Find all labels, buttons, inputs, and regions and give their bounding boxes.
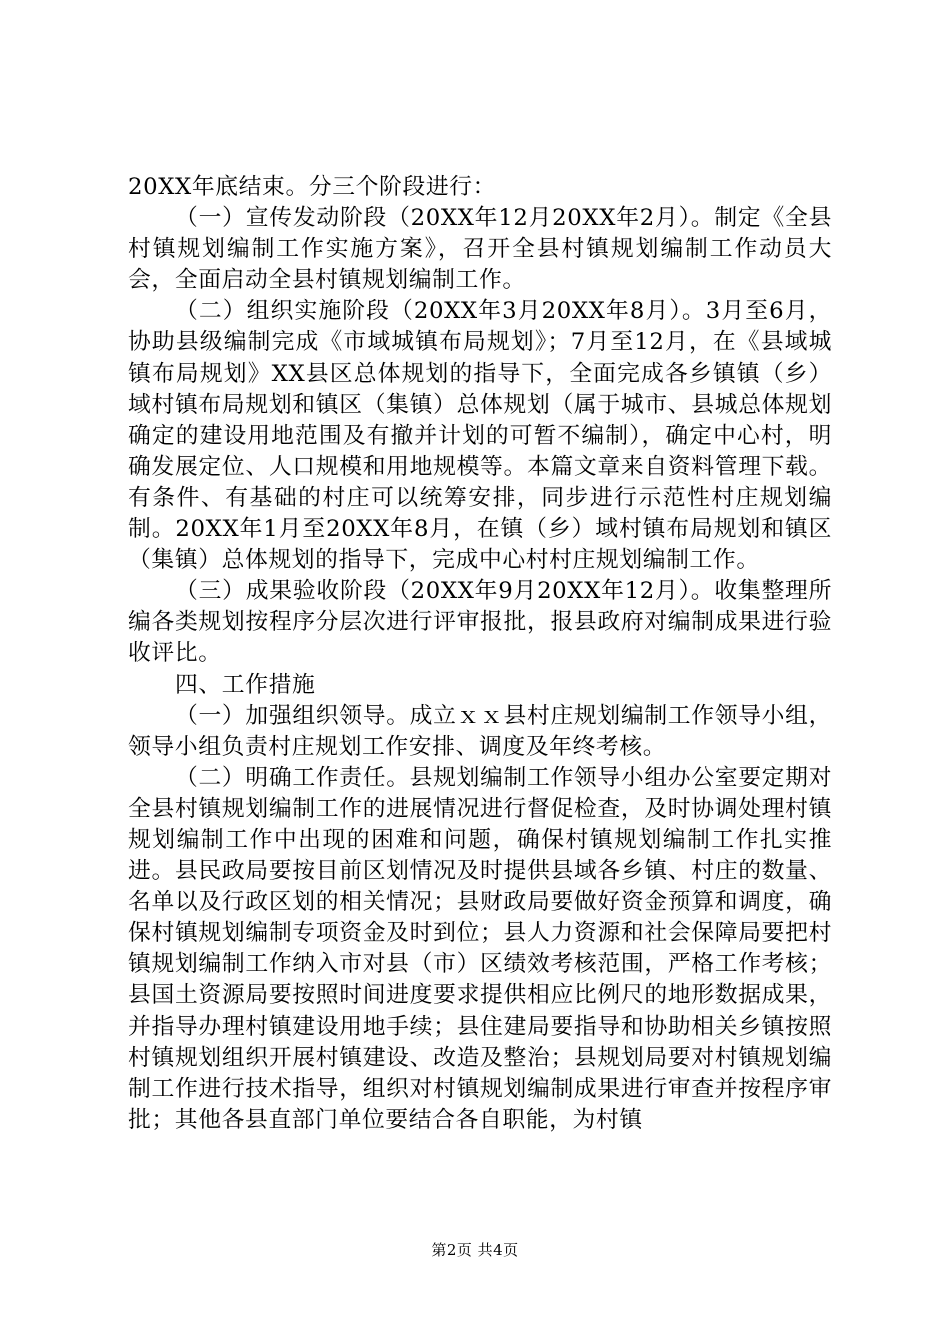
paragraph-phase-one: （一）宣传发动阶段（20XX年12月20XX年2月）。制定《全县村镇规划编制工作实施方案》，召开全县村镇规划编制工作动员大会，全面启动全县村镇规划编制工作。 xyxy=(128,205,832,294)
paragraph-intro-ending: 20XX年底结束。分三个阶段进行： xyxy=(128,174,497,200)
paragraph-measure-two: （二）明确工作责任。县规划编制工作领导小组办公室要定期对全县村镇规划编制工作的进展情况进行督促检查，及时协调处理村镇规划编制工作中出现的困难和问题，确保村镇规划编制工作扎实推进。县民政局要按目前区划情况及时提供县域各乡镇、村庄的数量、名单以及行政区划的相关情况；县财政局要做好资金预算和调度，确保村镇规划编制专项资金及时到位；县人力资源和社会保障局要把村镇规划编制工作纳入市对县（市）区绩效考核范围，严格工作考核；县国土资源局要按照时间进度要求提供相应比例尺的地形数据成果，并指导办理村镇建设用地手续；县住建局要指导和协助相关乡镇按照村镇规划组织开展村镇建设、改造及整治；县规划局要对村镇规划编制工作进行技术指导，组织对村镇规划编制成果进行审查并按程序审批；其他各县直部门单位要结合各自职能，为村镇 xyxy=(128,764,832,1133)
document-body xyxy=(128,172,832,1136)
section-heading-work-measures: 四、工作措施 xyxy=(175,671,316,698)
paragraph-phase-two: （二）组织实施阶段（20XX年3月20XX年8月）。3月至6月，协助县级编制完成《市域城镇布局规划》；7月至12月，在《县域城镇布局规划》XX县区总体规划的指导下，全面完成各乡镇镇（乡）域村镇布局规划和镇区（集镇）总体规划（属于城市、县城总体规划确定的建设用地范围及有撤并计划的可暂不编制），确定中心村，明确发展定位、人口规模和用地规模等。本篇文章来自资料管理下载。有条件、有基础的村庄可以统筹安排，同步进行示范性村庄规划编制。20XX年1月至20XX年8月，在镇（乡）域村镇布局规划和镇区（集镇）总体规划的指导下，完成中心村村庄规划编制工作。 xyxy=(128,298,832,574)
paragraph-measure-one: （一）加强组织领导。成立ｘｘ县村庄规划编制工作领导小组，领导小组负责村庄规划工作安排、调度及年终考核。 xyxy=(128,702,832,760)
page-number-footer: 第2页 共4页 xyxy=(431,1241,519,1259)
paragraph-phase-three: （三）成果验收阶段（20XX年9月20XX年12月）。收集整理所编各类规划按程序分层次进行评审报批，报县政府对编制成果进行验收评比。 xyxy=(128,578,832,667)
